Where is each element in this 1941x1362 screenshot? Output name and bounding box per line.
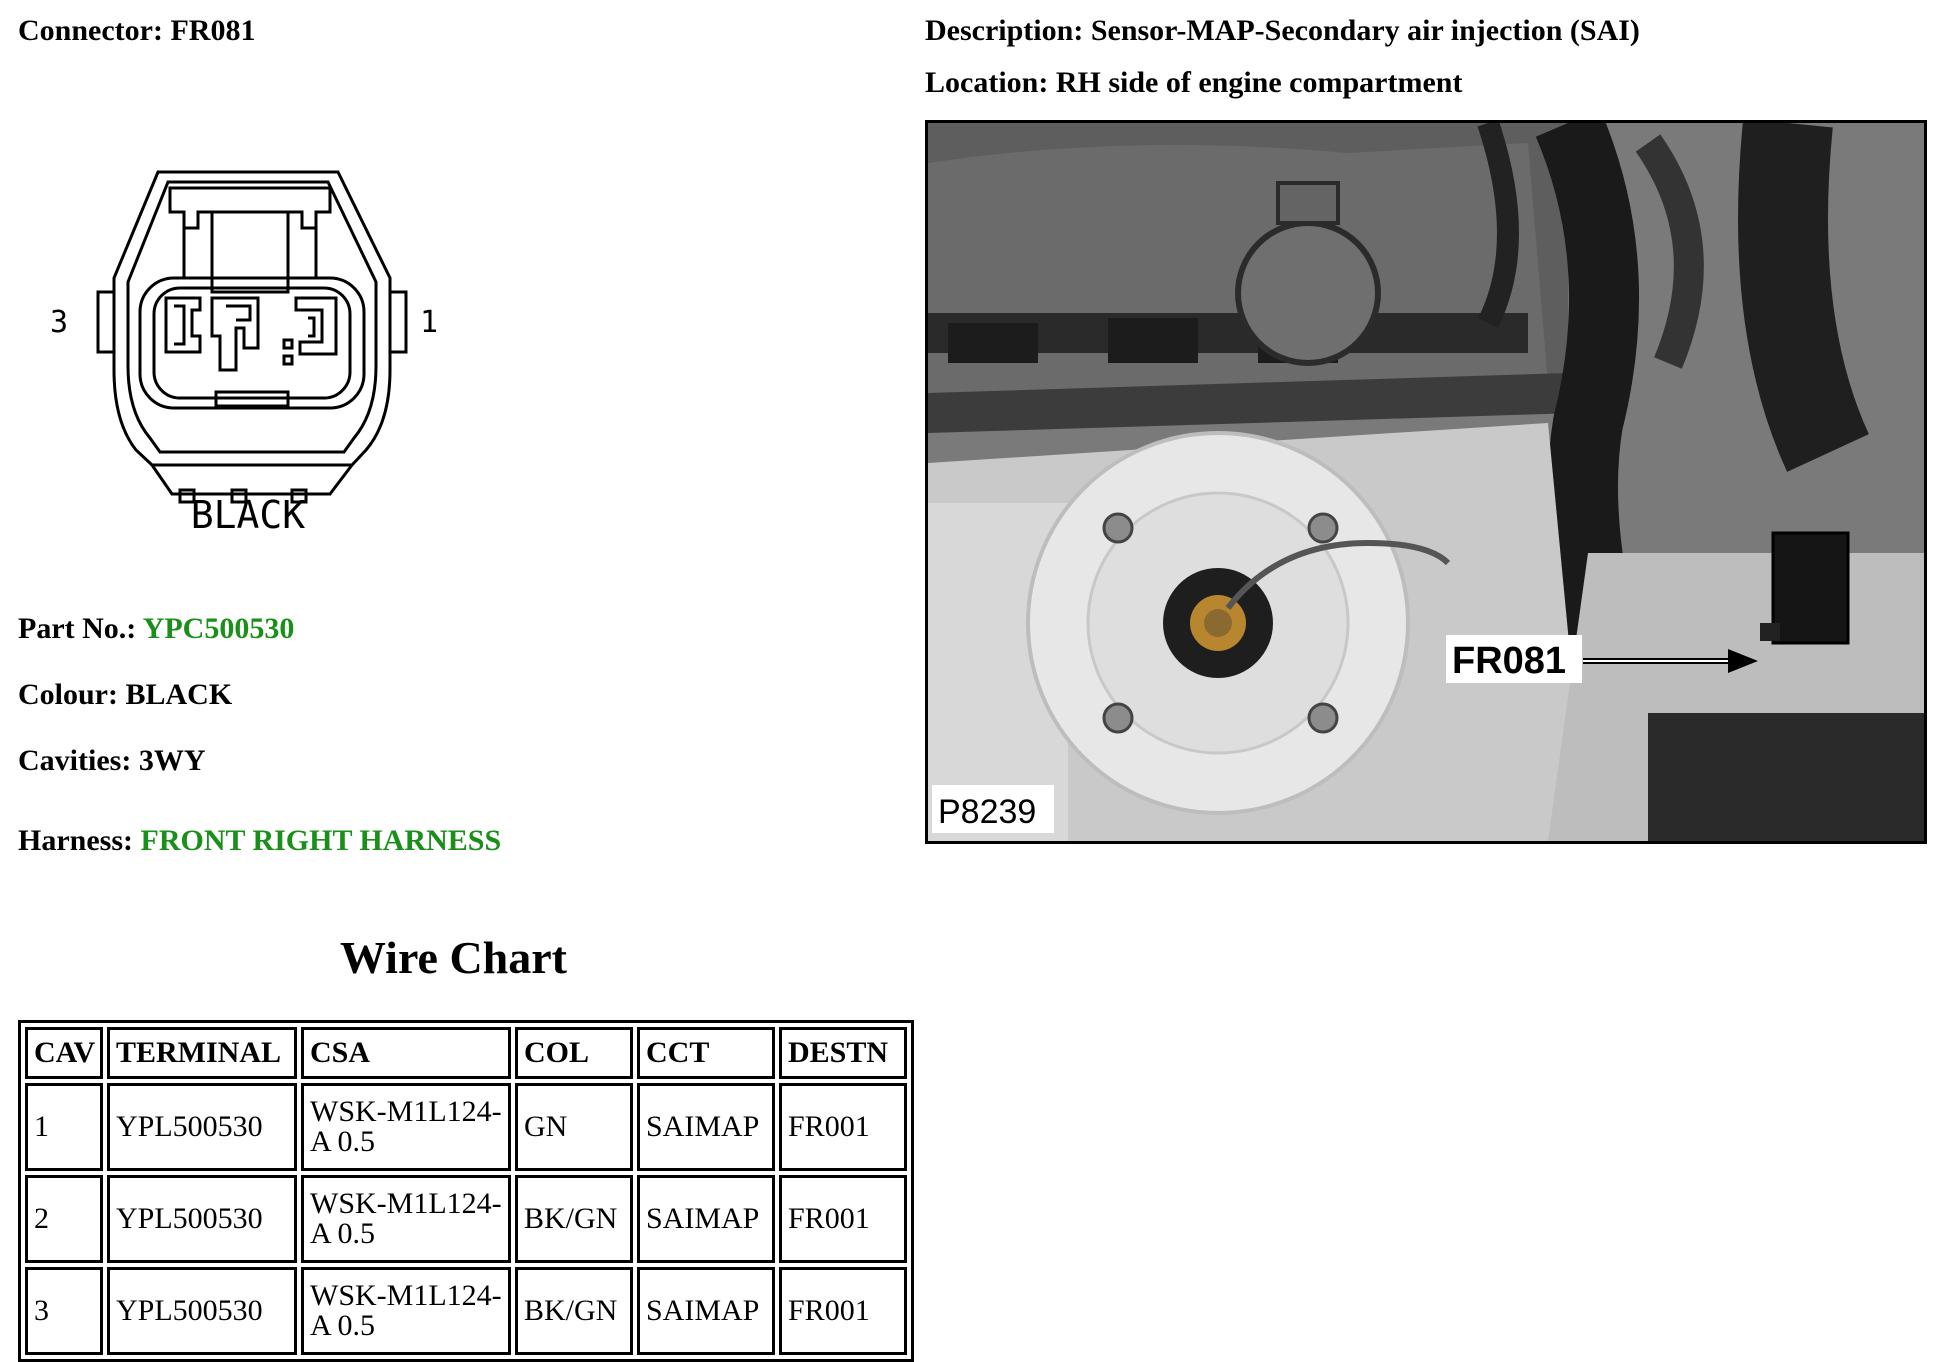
photo-callout-label: FR081 xyxy=(1452,640,1567,682)
cell-cav: 1 xyxy=(25,1083,103,1171)
harness-label: Harness: xyxy=(18,824,133,857)
connector-id: FR081 xyxy=(170,14,256,47)
cell-cct: SAIMAP xyxy=(637,1267,775,1355)
wire-chart-title: Wire Chart xyxy=(340,932,567,983)
colour-label: Colour: xyxy=(18,678,118,711)
cell-csa: WSK-M1L124-A 0.5 xyxy=(301,1267,511,1355)
cell-col: BK/GN xyxy=(515,1175,633,1263)
location-value: RH side of engine compartment xyxy=(1055,66,1463,99)
part-no-link[interactable]: YPC500530 xyxy=(142,612,295,645)
cell-csa: WSK-M1L124-A 0.5 xyxy=(301,1083,511,1171)
description-label: Description: xyxy=(925,14,1084,47)
cell-col: GN xyxy=(515,1083,633,1171)
diagram-colour-label: BLACK xyxy=(190,493,306,537)
location-line xyxy=(925,66,1462,100)
part-no-line xyxy=(18,612,294,646)
cell-cav: 2 xyxy=(25,1175,103,1263)
cell-terminal: YPL500530 xyxy=(107,1267,297,1355)
cavities-label: Cavities: xyxy=(18,744,132,777)
header-cct: CCT xyxy=(637,1027,775,1079)
cell-destn: FR001 xyxy=(779,1267,907,1355)
description-value: Sensor-MAP-Secondary air injection (SAI) xyxy=(1090,14,1640,47)
table-row xyxy=(25,1267,907,1355)
cell-terminal: YPL500530 xyxy=(107,1175,297,1263)
header-terminal: TERMINAL xyxy=(107,1027,297,1079)
part-no-label: Part No.: xyxy=(18,612,137,645)
table-header-row xyxy=(25,1027,907,1079)
wire-chart-table xyxy=(18,1020,914,1362)
connector-label: Connector: xyxy=(18,14,163,47)
location-photo xyxy=(925,120,1927,844)
cell-cav: 3 xyxy=(25,1267,103,1355)
colour-line xyxy=(18,678,232,712)
header-destn: DESTN xyxy=(779,1027,907,1079)
cavities-value: 3WY xyxy=(138,744,206,777)
description-line xyxy=(925,14,1640,48)
header-cav: CAV xyxy=(25,1027,103,1079)
cell-cct: SAIMAP xyxy=(637,1175,775,1263)
header-csa: CSA xyxy=(301,1027,511,1079)
harness-link[interactable]: FRONT RIGHT HARNESS xyxy=(140,824,502,857)
connector-face-diagram xyxy=(40,160,480,540)
cell-csa: WSK-M1L124-A 0.5 xyxy=(301,1175,511,1263)
cell-destn: FR001 xyxy=(779,1175,907,1263)
location-label: Location: xyxy=(925,66,1049,99)
pin-label-right: 1 xyxy=(420,305,439,340)
cell-terminal: YPL500530 xyxy=(107,1083,297,1171)
cell-col: BK/GN xyxy=(515,1267,633,1355)
cavities-line xyxy=(18,744,205,778)
pin-label-left: 3 xyxy=(50,305,69,340)
photo-reference: P8239 xyxy=(938,793,1037,831)
table-row xyxy=(25,1083,907,1171)
cell-cct: SAIMAP xyxy=(637,1083,775,1171)
table-row xyxy=(25,1175,907,1263)
cell-destn: FR001 xyxy=(779,1083,907,1171)
connector-line xyxy=(18,14,255,48)
header-col: COL xyxy=(515,1027,633,1079)
colour-value: BLACK xyxy=(125,678,233,711)
harness-line xyxy=(18,824,501,858)
